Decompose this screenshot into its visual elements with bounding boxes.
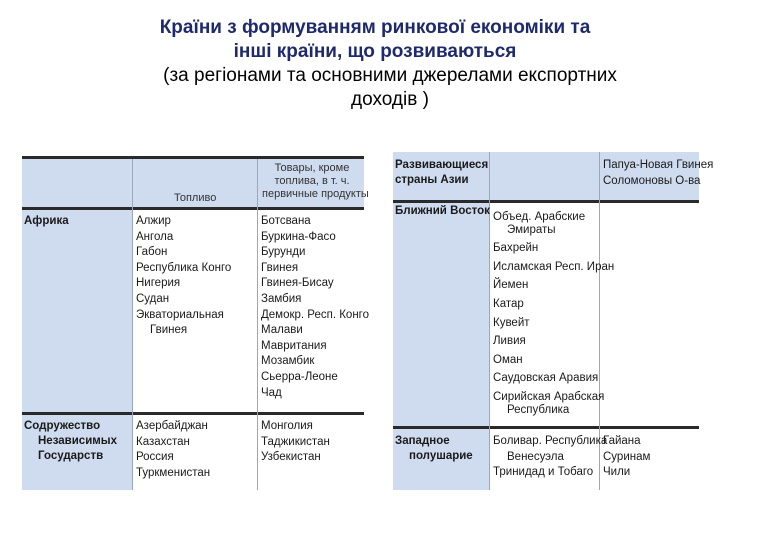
title-line-2: інші країни, що розвиваються: [233, 41, 517, 62]
list-item: Замбия: [261, 292, 302, 305]
list-item: Монголия: [261, 420, 313, 432]
title-line-3: (за регіонами та основними джерелами експортних: [163, 65, 617, 86]
list-item: Саудовская Аравия: [493, 372, 599, 385]
list-item: Объед. Арабские: [493, 211, 586, 223]
list-item: Папуа-Новая Гвинея: [603, 159, 714, 171]
list-item: Габон: [136, 246, 168, 259]
list-item: Эмираты: [507, 223, 556, 236]
region-africa: Африка: [24, 215, 69, 227]
list-item: Суринам: [603, 450, 651, 463]
cis-fuel-list: [136, 419, 210, 481]
title-line-1: Країни з формуванням ринкової економіки та: [159, 17, 591, 38]
list-item: Таджикистан: [261, 435, 330, 448]
region-cis-line-3: Государств: [38, 450, 104, 462]
left-header-rule: [22, 207, 364, 210]
africa-other-list: [261, 214, 369, 401]
header-other-line-2: топлива, в т. ч.: [274, 175, 350, 187]
western-other-list: [603, 434, 650, 481]
right-table: [393, 152, 714, 490]
region-developing-asia: [395, 158, 488, 188]
list-item: Кувейт: [493, 316, 530, 329]
africa-fuel-list: [136, 214, 231, 339]
list-item: Бурунди: [261, 246, 306, 259]
list-item: Судан: [136, 292, 170, 305]
region-cis-line-2: Независимых: [38, 435, 117, 447]
western-fuel-list: [493, 434, 607, 481]
list-item: Чили: [603, 466, 631, 479]
region-western-line-1: Западное: [395, 435, 450, 447]
left-top-rule: [22, 156, 364, 159]
list-item: Казахстан: [136, 435, 190, 448]
list-item: Гвинея: [261, 261, 299, 274]
slide-title: [0, 16, 780, 112]
list-item: Ботсвана: [261, 215, 311, 227]
region-asia-line-1: Развивающиеся: [395, 159, 489, 171]
cis-other-list: [261, 419, 330, 466]
list-item: Катар: [493, 297, 524, 310]
list-item: Нигерия: [136, 277, 181, 290]
region-asia-line-2: страны Азии: [395, 174, 469, 186]
list-item: Республика: [507, 403, 570, 416]
left-divider-1: [132, 159, 133, 490]
list-item: Бахрейн: [493, 242, 539, 255]
region-middle-east: Ближний Восток: [395, 205, 490, 217]
list-item: Тринидад и Тобаго: [493, 466, 594, 479]
region-cis-line-1: Содружество: [24, 420, 101, 432]
left-section-rule: [22, 412, 364, 415]
list-item: Ангола: [136, 230, 174, 243]
list-item: Туркменистан: [136, 466, 211, 479]
right-asia-rule: [393, 200, 699, 203]
header-fuel: Топливо: [174, 192, 217, 204]
list-item: Йемен: [493, 279, 529, 292]
header-other-line-1: Товары, кроме: [274, 162, 350, 174]
list-item: Ливия: [493, 335, 526, 348]
region-western-hemisphere: [395, 434, 473, 464]
right-divider-1: [489, 152, 490, 490]
header-other: [262, 162, 369, 201]
list-item: Гайана: [603, 435, 641, 447]
list-item: Мозамбик: [261, 355, 315, 368]
list-item: Мавритания: [261, 339, 327, 352]
list-item: Сьерра-Леоне: [261, 370, 338, 383]
list-item: Алжир: [136, 215, 171, 227]
list-item: Гвинея: [150, 324, 188, 337]
list-item: Исламская Респ. Иран: [493, 260, 615, 273]
list-item: Республика Конго: [136, 261, 232, 274]
right-section-rule: [393, 426, 699, 429]
list-item: Чад: [261, 386, 282, 399]
list-item: Боливар. Республика: [493, 435, 608, 447]
list-item: Венесуэла: [507, 450, 564, 463]
list-item: Демокр. Респ. Конго: [261, 308, 370, 321]
list-item: Экваториальная: [136, 308, 224, 321]
list-item: Оман: [493, 353, 523, 366]
middle-east-fuel-list: [493, 210, 614, 418]
region-cis: [24, 419, 117, 464]
list-item: Гвинея-Бисау: [261, 277, 334, 290]
list-item: Сирийская Арабская: [493, 390, 605, 403]
list-item: Россия: [136, 451, 174, 464]
header-other-line-3: первичные продукты: [262, 188, 369, 200]
left-divider-2: [257, 159, 258, 490]
region-western-line-2: полушарие: [409, 450, 473, 462]
list-item: Соломоновы О-ва: [603, 174, 701, 187]
title-line-4: доходів ): [351, 89, 429, 110]
list-item: Узбекистан: [261, 451, 321, 464]
left-table: [22, 156, 370, 490]
asia-other-list: [603, 158, 713, 189]
list-item: Малави: [261, 324, 303, 337]
list-item: Азербайджан: [136, 420, 208, 432]
list-item: Буркина-Фасо: [261, 230, 336, 243]
